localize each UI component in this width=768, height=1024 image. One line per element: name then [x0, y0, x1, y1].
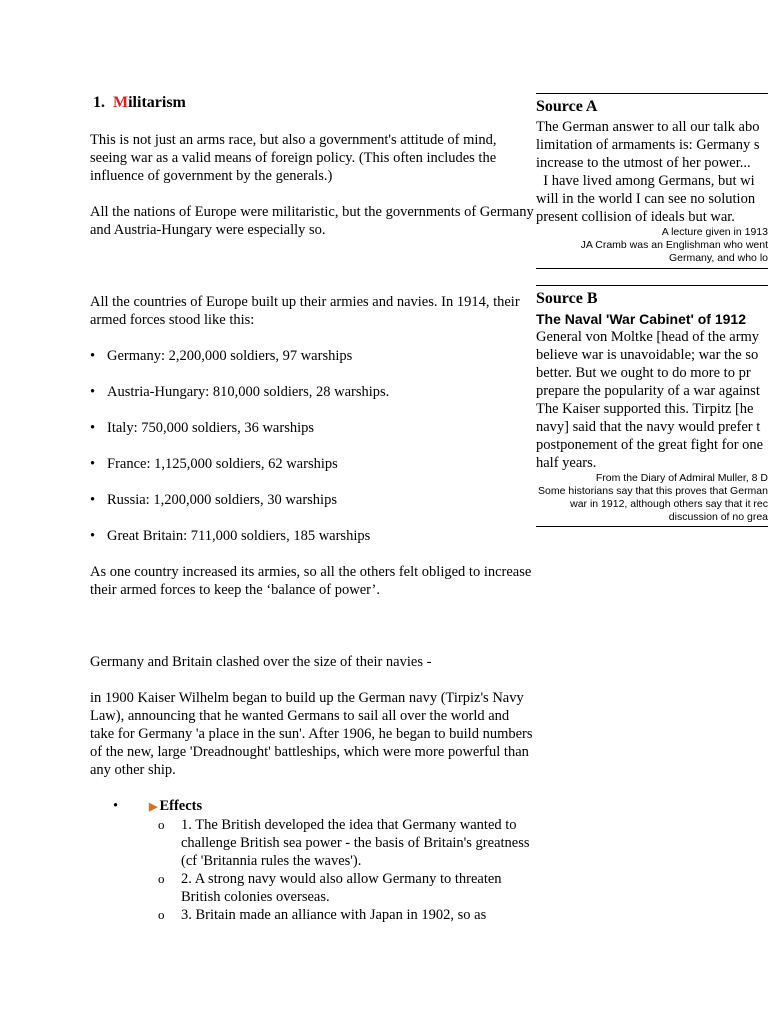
caption-line: discussion of no grea — [668, 511, 768, 523]
text-line: increase to the utmost of her power... — [536, 155, 751, 171]
caption-line: Germany, and who lo — [668, 252, 768, 264]
effects-item — [90, 797, 535, 816]
effects-list — [90, 816, 535, 924]
text-line: postponement of the great fight for one — [536, 437, 764, 453]
text-line: navy] said that the navy would prefer t — [536, 419, 761, 435]
paragraph-armies: All the countries of Europe built up their armies and navies. In 1914, their armed forces stood like this: — [90, 294, 520, 328]
text-line: The Kaiser supported this. Tirpitz [he — [536, 401, 754, 417]
source-a-title: Source A — [536, 98, 598, 115]
list-item: • Great Britain: 711,000 soldiers, 185 warships — [90, 527, 535, 545]
effect-text: 3. Britain made an alliance with Japan in 1902, so as — [181, 907, 487, 923]
section-heading — [93, 92, 535, 114]
text-line: half years. — [536, 455, 597, 471]
circle-bullet-icon: o — [158, 871, 165, 886]
circle-bullet-icon: o — [158, 907, 165, 922]
heading-number: 1. — [93, 94, 105, 111]
effect-text: 1. The British developed the idea that Germany wanted to challenge British sea power - the basis of Britain's greatness (cf 'Britannia rules the waves'). — [181, 817, 530, 869]
paragraph-definition: This is not just an arms race, but also a government's attitude of mind, seeing war as a valid means of foreign policy. (This often includes the influence of government by the generals.) — [90, 132, 497, 184]
list-item: • France: 1,125,000 soldiers, 62 warships — [90, 455, 535, 473]
text-line: I have lived among Germans, but wi — [536, 173, 755, 189]
text-line: limitation of armaments is: Germany s — [536, 137, 760, 153]
text-line: prepare the popularity of a war against — [536, 383, 760, 399]
caption-line: war in 1912, although others say that it rec — [570, 498, 768, 510]
source-a-box — [536, 93, 768, 269]
text-line: believe war is unavoidable; war the so — [536, 347, 759, 363]
effects-label: Effects — [159, 798, 203, 814]
source-a-caption — [536, 226, 768, 265]
text-line: The German answer to all our talk abo — [536, 119, 760, 135]
effect-text: 2. A strong navy would also allow Germany to threaten British colonies overseas. — [181, 871, 502, 905]
text-line: better. But we ought to do more to pr — [536, 365, 751, 381]
list-item — [90, 816, 535, 870]
source-b-caption — [536, 472, 768, 524]
list-item: • Austria-Hungary: 810,000 soldiers, 28 warships. — [90, 383, 535, 401]
caption-line: JA Cramb was an Englishman who went — [580, 239, 768, 251]
main-column — [90, 92, 535, 924]
list-item: • Russia: 1,200,000 soldiers, 30 warships — [90, 491, 535, 509]
caption-line: From the Diary of Admiral Muller, 8 D — [595, 472, 768, 484]
circle-bullet-icon: o — [158, 817, 165, 832]
forces-list — [90, 347, 535, 545]
source-b-box — [536, 285, 768, 527]
list-item — [90, 870, 535, 906]
source-a-text — [536, 118, 768, 226]
text-line: General von Moltke [head of the army — [536, 329, 760, 345]
caption-line: Some historians say that this proves that German — [538, 485, 768, 497]
divider — [536, 285, 768, 286]
heading-text: ilitarism — [128, 94, 186, 111]
divider — [536, 93, 768, 94]
divider — [536, 268, 768, 269]
heading-initial: M — [113, 94, 129, 111]
source-b-text — [536, 328, 768, 472]
paragraph-navies: Germany and Britain clashed over the size of their navies - — [90, 654, 432, 670]
list-item: • Italy: 750,000 soldiers, 36 warships — [90, 419, 535, 437]
text-line: present collision of ideals but war. — [536, 209, 735, 225]
paragraph-balance: As one country increased its armies, so all the others felt obliged to increase their armed forces to keep the ‘balance of power’. — [90, 564, 532, 598]
paragraph-militaristic: All the nations of Europe were militaristic, but the governments of Germany and Austria-Hungary were especially so. — [90, 204, 534, 238]
divider — [536, 526, 768, 527]
triangle-right-icon: ▶ — [149, 801, 158, 813]
list-item: • Germany: 2,200,000 soldiers, 97 warships — [90, 347, 535, 365]
source-b-subtitle: The Naval 'War Cabinet' of 1912 — [536, 311, 746, 327]
paragraph-kaiser: in 1900 Kaiser Wilhelm began to build up the German navy (Tirpiz's Navy Law), announcing that he wanted Germans to sail all over the world and take for Germany 'a place in the sun'. After 1906, he began to build numbers of the new, large 'Dreadnought' battleships, which were more powerful than any other ship. — [90, 690, 533, 778]
caption-line: A lecture given in 1913 — [661, 226, 768, 238]
text-line: will in the world I can see no solution — [536, 191, 756, 207]
source-b-title: Source B — [536, 290, 598, 307]
bullet-dot: • — [113, 798, 119, 814]
list-item — [90, 906, 535, 924]
